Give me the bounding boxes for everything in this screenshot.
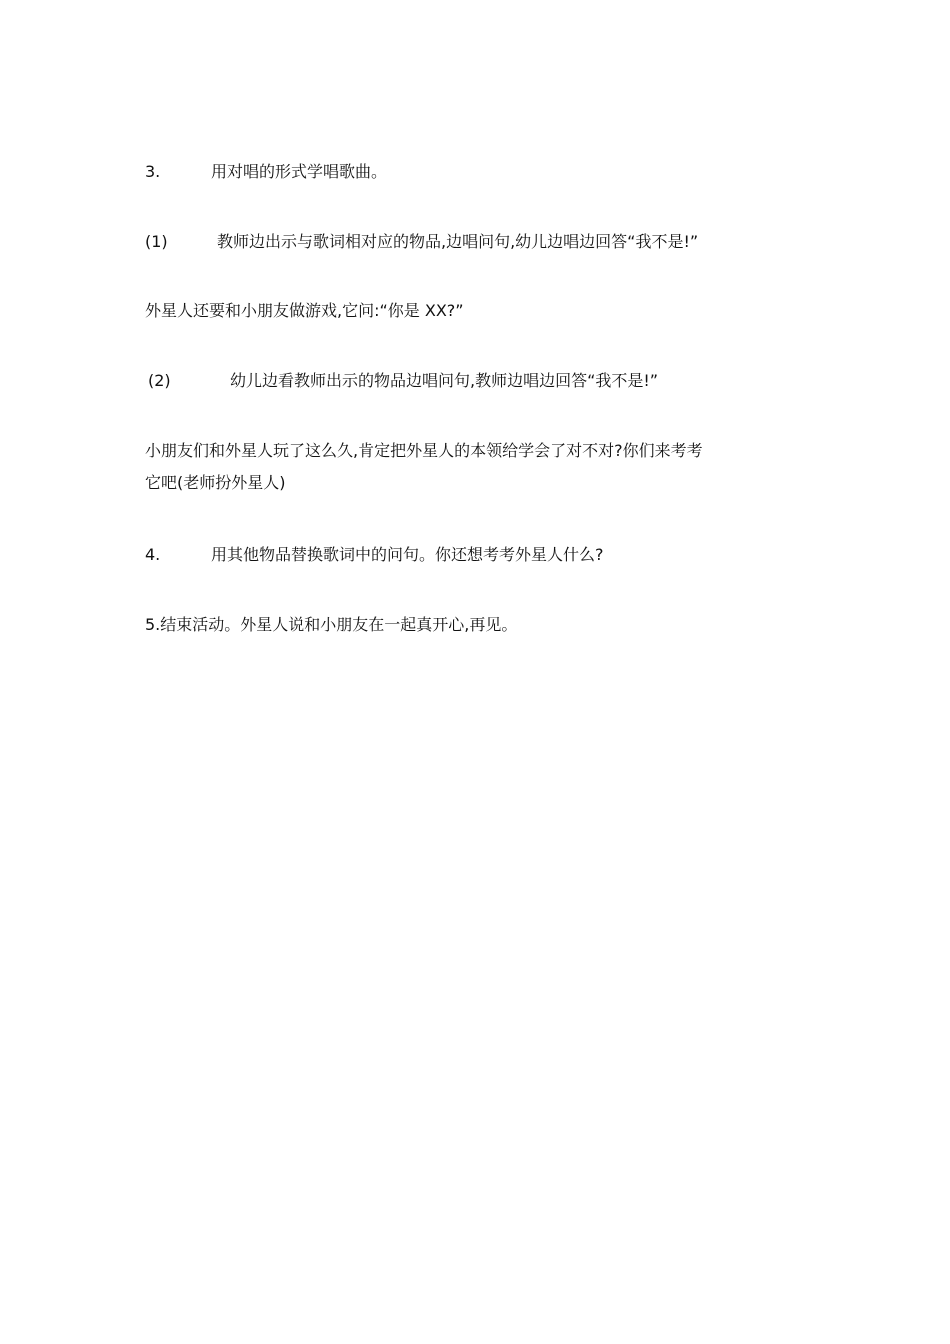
alien-game-note: 外星人还要和小朋友做游戏,它问:“你是 XX?” — [145, 301, 464, 320]
step-3-number: 3. — [145, 162, 161, 181]
sub-step-2 — [148, 369, 658, 393]
sub-step-2-number: (2) — [148, 371, 171, 390]
sub-step-1 — [145, 230, 698, 254]
test-alien-note-line-1: 小朋友们和外星人玩了这么久,肯定把外星人的本领给学会了对不对?你们来考考 — [145, 441, 703, 460]
sub-step-1-text: 教师边出示与歌词相对应的物品,边唱问句,幼儿边唱边回答“我不是!” — [217, 232, 699, 251]
step-3-text: 用对唱的形式学唱歌曲。 — [211, 162, 388, 181]
sub-step-1-number: (1) — [145, 232, 168, 251]
test-alien-note-line-2: 它吧(老师扮外星人) — [145, 473, 286, 492]
sub-step-2-text: 幼儿边看教师出示的物品边唱问句,教师边唱边回答“我不是!” — [230, 371, 659, 390]
step-5: 5.结束活动。外星人说和小朋友在一起真开心,再见。 — [145, 615, 518, 634]
step-4-text: 用其他物品替换歌词中的问句。你还想考考外星人什么? — [211, 545, 604, 564]
step-4 — [145, 543, 604, 567]
step-4-number: 4. — [145, 545, 161, 564]
step-3 — [145, 160, 387, 184]
